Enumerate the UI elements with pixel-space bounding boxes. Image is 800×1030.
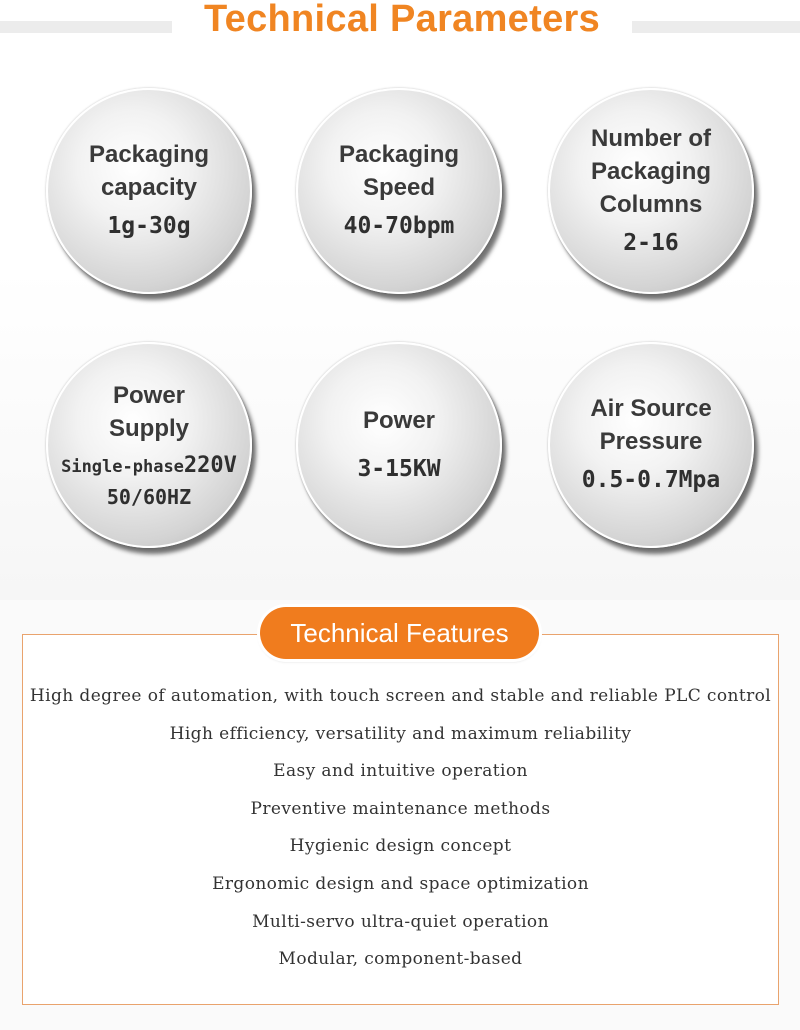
param-value: 2-16 — [623, 229, 679, 256]
page-title: Technical Parameters — [203, 0, 601, 40]
param-value: 40-70bpm — [343, 213, 455, 239]
param-label: Packaging — [88, 141, 210, 168]
title-divider-right — [632, 21, 800, 33]
param-label: Number of — [591, 124, 711, 152]
param-label: Packaging — [590, 157, 712, 185]
param-power-supply — [46, 342, 252, 548]
param-power — [296, 342, 502, 548]
feature-item: Modular, component-based — [278, 949, 523, 970]
param-label: Air Source — [590, 395, 712, 422]
param-packaging-speed — [296, 88, 502, 294]
param-label: Packaging — [338, 141, 460, 168]
param-label: Power — [362, 406, 436, 434]
param-label: capacity — [100, 174, 198, 201]
feature-item: High degree of automation, with touch screen and stable and reliable PLC control — [29, 686, 772, 706]
title-divider-left — [0, 21, 172, 33]
param-label: Power — [112, 381, 186, 409]
feature-item: Easy and intuitive operation — [273, 761, 528, 782]
param-value: 0.5-0.7Mpa — [581, 467, 721, 493]
feature-item: Hygienic design concept — [289, 836, 512, 857]
param-packaging-capacity — [46, 88, 252, 294]
param-value-main: 220V — [183, 452, 237, 478]
feature-item: High efficiency, versatility and maximum reliability — [169, 723, 632, 744]
param-label: Columns — [599, 190, 703, 218]
param-packaging-columns — [548, 88, 754, 294]
param-value: 1g-30g — [107, 213, 191, 239]
feature-item: Ergonomic design and space optimization — [212, 873, 589, 894]
feature-item: Multi-servo ultra-quiet operation — [252, 911, 549, 932]
param-label: Speed — [362, 174, 436, 201]
param-air-source-pressure — [548, 342, 754, 548]
features-list — [22, 680, 779, 981]
param-value-line2: 50/60HZ — [106, 484, 192, 509]
param-value — [61, 451, 237, 482]
param-value-prefix: Single-phase — [61, 456, 184, 477]
param-label: Supply — [108, 414, 189, 442]
feature-item: Preventive maintenance methods — [250, 798, 551, 819]
param-label: Pressure — [599, 428, 703, 455]
param-value: 3-15KW — [357, 455, 441, 482]
features-title-badge: Technical Features — [260, 607, 539, 659]
